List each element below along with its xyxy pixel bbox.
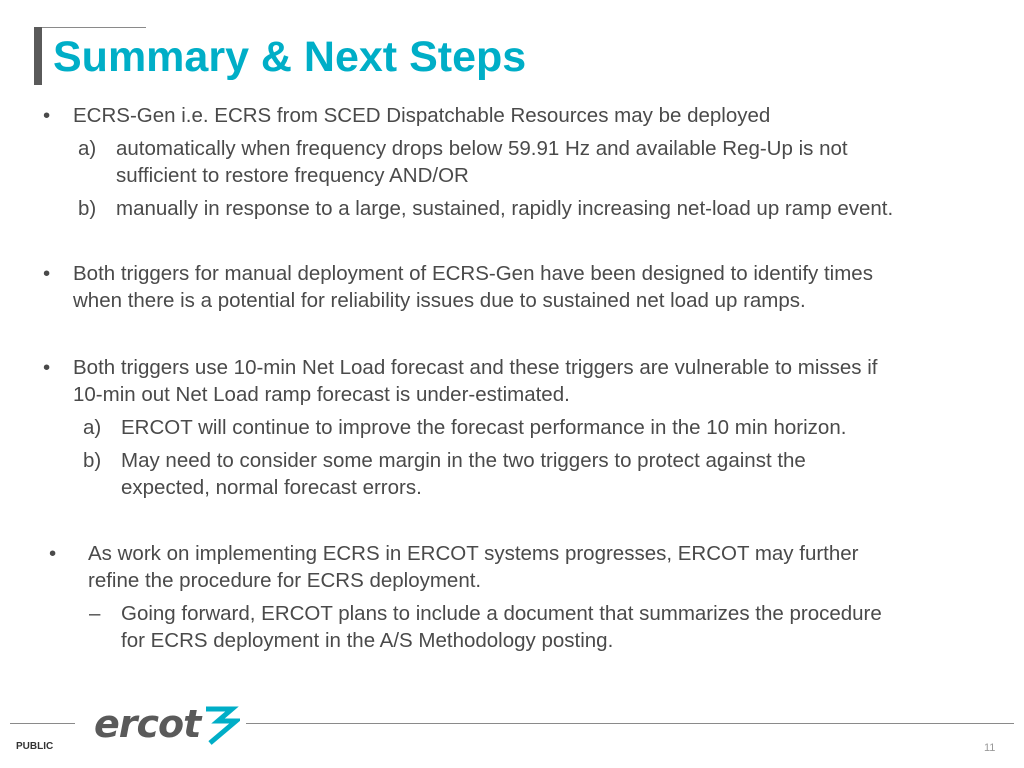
- sub-item-text: Going forward, ERCOT plans to include a document that summarizes the procedure: [121, 602, 882, 625]
- sub-item-text: sufficient to restore frequency AND/OR: [116, 164, 469, 187]
- sub-marker: b): [78, 197, 97, 220]
- page-number: 11: [984, 742, 996, 754]
- bullet-marker: •: [43, 262, 51, 285]
- sub-item-text: for ECRS deployment in the A/S Methodology posting.: [121, 629, 614, 652]
- sub-marker: b): [83, 449, 102, 472]
- sub-item-text: automatically when frequency drops below 59.91 Hz and available Reg-Up is not: [116, 137, 848, 160]
- bullet-marker: •: [43, 104, 51, 127]
- classification-label: PUBLIC: [16, 741, 54, 752]
- bullet-text: when there is a potential for reliability issues due to sustained net load up ramps.: [73, 289, 806, 312]
- ercot-logo: [94, 701, 240, 747]
- bullet-marker: •: [49, 542, 57, 565]
- sub-item-text: manually in response to a large, sustained, rapidly increasing net-load up ramp event.: [116, 197, 894, 220]
- sub-item-text: expected, normal forecast errors.: [121, 476, 422, 499]
- bullet-text: 10-min out Net Load ramp forecast is under-estimated.: [73, 383, 570, 406]
- bullet-text: Both triggers use 10-min Net Load forecast and these triggers are vulnerable to misses if: [73, 356, 878, 379]
- logo-wordmark: ercot: [94, 702, 201, 746]
- bullet-text: Both triggers for manual deployment of ECRS-Gen have been designed to identify times: [73, 262, 873, 285]
- bullet-marker: •: [43, 356, 51, 379]
- bullet-text: As work on implementing ECRS in ERCOT systems progresses, ERCOT may further: [88, 542, 859, 565]
- sub-item-text: May need to consider some margin in the two triggers to protect against the: [121, 449, 806, 472]
- sub-marker: a): [78, 137, 97, 160]
- bullet-text: ECRS-Gen i.e. ECRS from SCED Dispatchable Resources may be deployed: [73, 104, 771, 127]
- footer-rule-left: [10, 723, 75, 724]
- sub-marker: a): [83, 416, 102, 439]
- sub-item-text: ERCOT will continue to improve the forecast performance in the 10 min horizon.: [121, 416, 847, 439]
- page-title: Summary & Next Steps: [53, 33, 527, 81]
- bullet-text: refine the procedure for ECRS deployment.: [88, 569, 482, 592]
- dash-marker: –: [89, 602, 101, 625]
- lightning-bolt-icon: [202, 701, 240, 747]
- footer-rule-right: [246, 723, 1014, 724]
